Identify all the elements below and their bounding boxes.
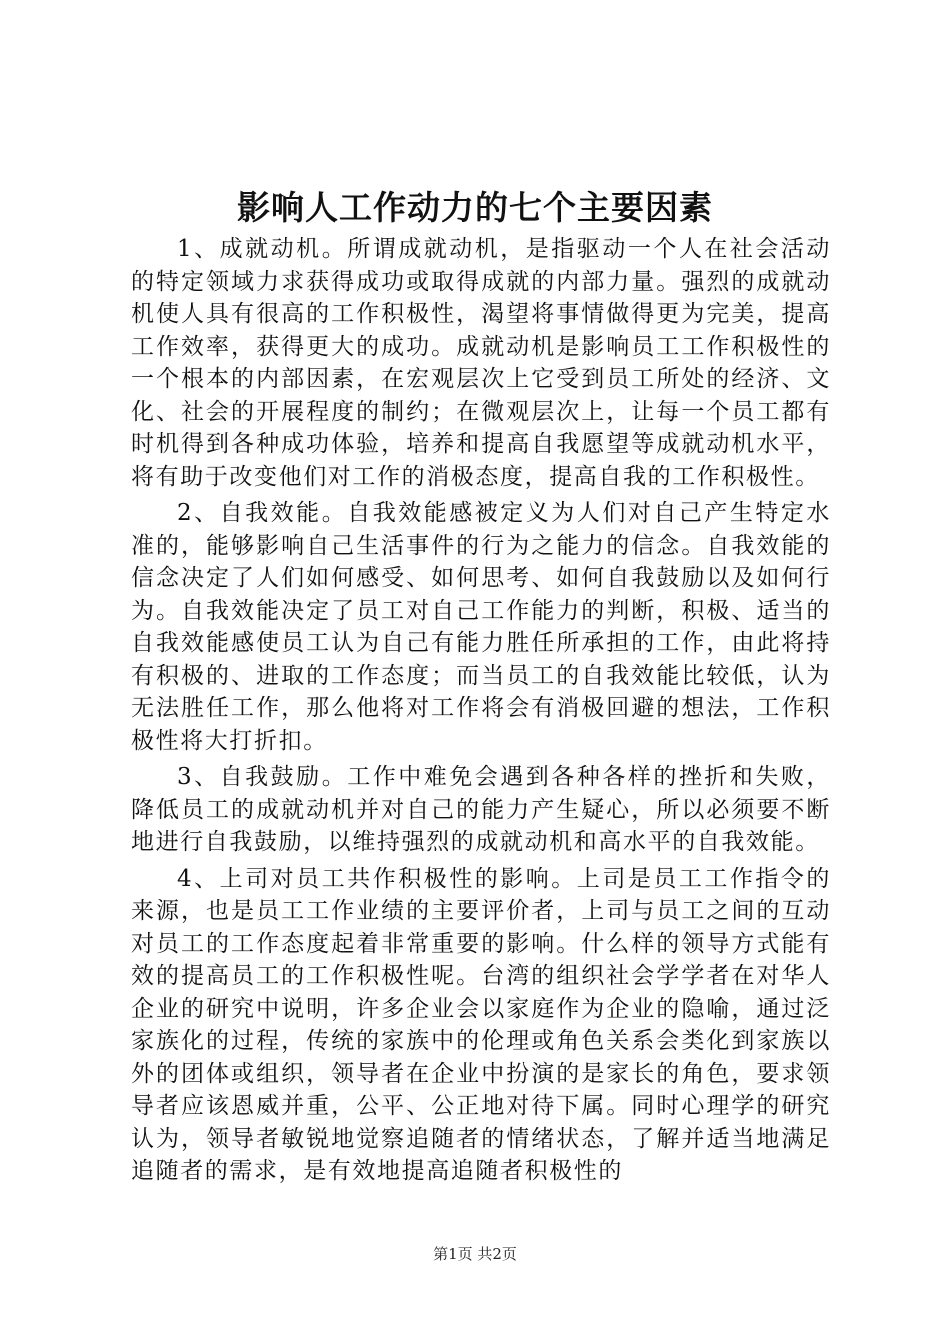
document-body <box>131 233 831 1188</box>
paragraph-achievement-motivation: 1、成就动机。所谓成就动机，是指驱动一个人在社会活动的特定领域力求获得成功或取得成就的内部力量。强烈的成就动机使人具有很高的工作积极性，渴望将事情做得更为完美，提高工作效率，获得更大的成功。成就动机是影响员工工作积极性的一个根本的内部因素，在宏观层次上它受到员工所处的经济、文化、社会的开展程度的制约；在微观层次上，让每一个员工都有时机得到各种成功体验，培养和提高自我愿望等成就动机水平，将有助于改变他们对工作的消极态度，提高自我的工作积极性。 <box>131 236 831 490</box>
paragraph-supervisor-influence: 4、上司对员工共作积极性的影响。上司是员工工作指令的来源，也是员工工作业绩的主要评价者，上司与员工之间的互动对员工的工作态度起着非常重要的影响。什么样的领导方式能有效的提高员工的工作积极性呢。台湾的组织社会学学者在对华人企业的研究中说明，许多企业会以家庭作为企业的隐喻，通过泛家族化的过程，传统的家族中的伦理或角色关系会类化到家族以外的团体或组织，领导者在企业中扮演的是家长的角色，要求领导者应该恩威并重，公平、公正地对待下属。同时心理学的研究认为，领导者敏锐地觉察追随者的情绪状态，了解并适当地满足追随者的需求，是有效地提高追随者积极性的 <box>131 865 831 1184</box>
paragraph-self-efficacy: 2、自我效能。自我效能感被定义为人们对自己产生特定水准的，能够影响自己生活事件的行为之能力的信念。自我效能的信念决定了人们如何感受、如何思考、如何自我鼓励以及如何行为。自我效能决定了员工对自己工作能力的判断，积极、适当的自我效能感使员工认为自己有能力胜任所承担的工作，由此将持有积极的、进取的工作态度；而当员工的自我效能比较低，认为无法胜任工作，那么他将对工作将会有消极回避的想法，工作积极性将大打折扣。 <box>131 500 831 754</box>
document-title: 影响人工作动力的七个主要因素 <box>237 188 713 227</box>
page-footer: 第1页 共2页 <box>433 1245 517 1263</box>
paragraph-self-encouragement: 3、自我鼓励。工作中难免会遇到各种各样的挫折和失败，降低员工的成就动机并对自己的能力产生疑心，所以必须要不断地进行自我鼓励，以维持强烈的成就动机和高水平的自我效能。 <box>131 764 831 855</box>
